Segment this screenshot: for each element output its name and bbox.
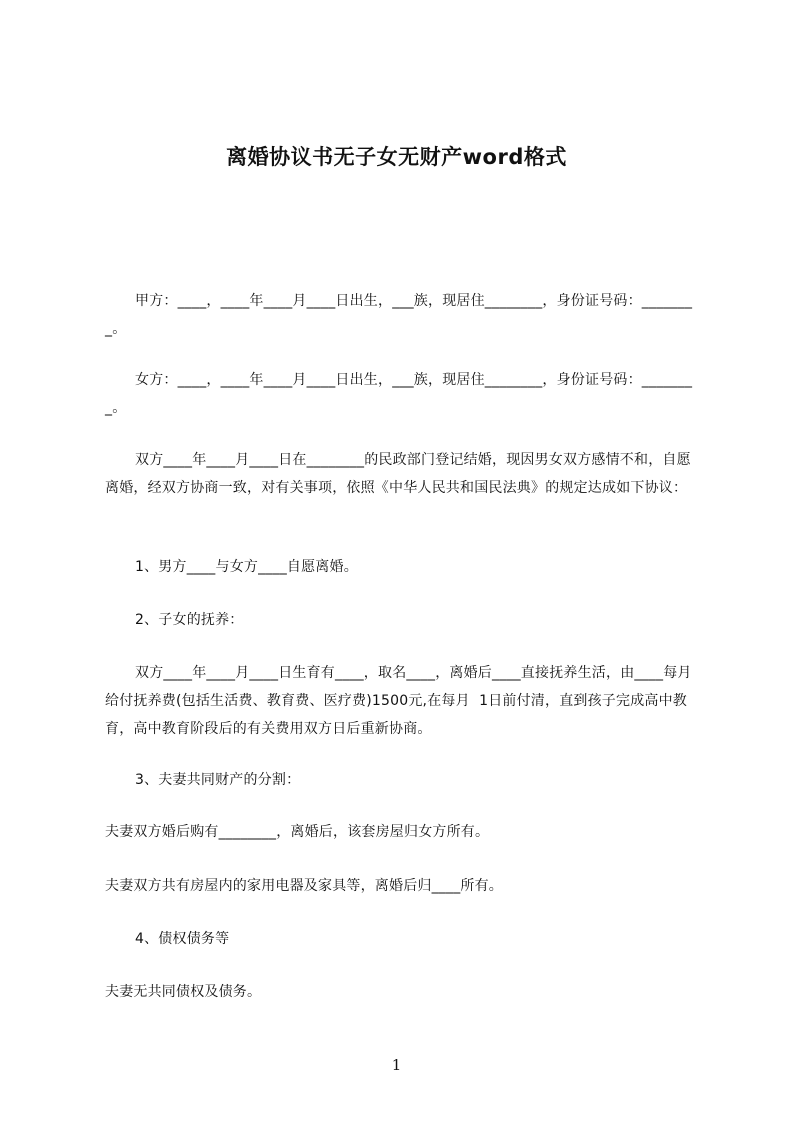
divorce-clause: 1、男方____与女方____自愿离婚。 (135, 559, 358, 575)
property-heading: 3、夫妻共同财产的分割： (135, 772, 301, 788)
furniture-clause: 夫妻双方共有房屋内的家用电器及家具等，离婚后归____所有。 (105, 878, 503, 894)
party-a-info: 甲方：____，____年____月____日出生，___族，现居住________，身份证号码：________。 (105, 293, 693, 337)
debts-clause: 夫妻无共同债权及债务。 (105, 984, 262, 1000)
child-custody-clause: 双方____年____月____日生育有____，取名____，离婚后____直接抚养生活，由____每月给付抚养费(包括生活费、教育费、医疗费)1500元,在每月 1日前付清，直到孩子完成高中教育，高中教育阶段后的有关费用双方日后重新协商。 (105, 665, 692, 737)
debts-heading: 4、债权债务等 (135, 931, 230, 947)
marriage-statement: 双方____年____月____日在________的民政部门登记结婚，现因男女双方感情不和，自愿离婚，经双方协商一致，对有关事项，依照《中华人民共和国民法典》的规定达成如下协议： (105, 452, 691, 496)
party-b-info: 女方：____，____年____月____日出生，___族，现居住________，身份证号码：________。 (105, 372, 693, 416)
child-custody-heading: 2、子女的抚养： (135, 612, 244, 628)
page-number: 1 (391, 1056, 402, 1074)
document-title: 离婚协议书无子女无财产word格式 (226, 145, 567, 169)
house-clause: 夫妻双方婚后购有________，离婚后，该套房屋归女方所有。 (105, 824, 490, 840)
